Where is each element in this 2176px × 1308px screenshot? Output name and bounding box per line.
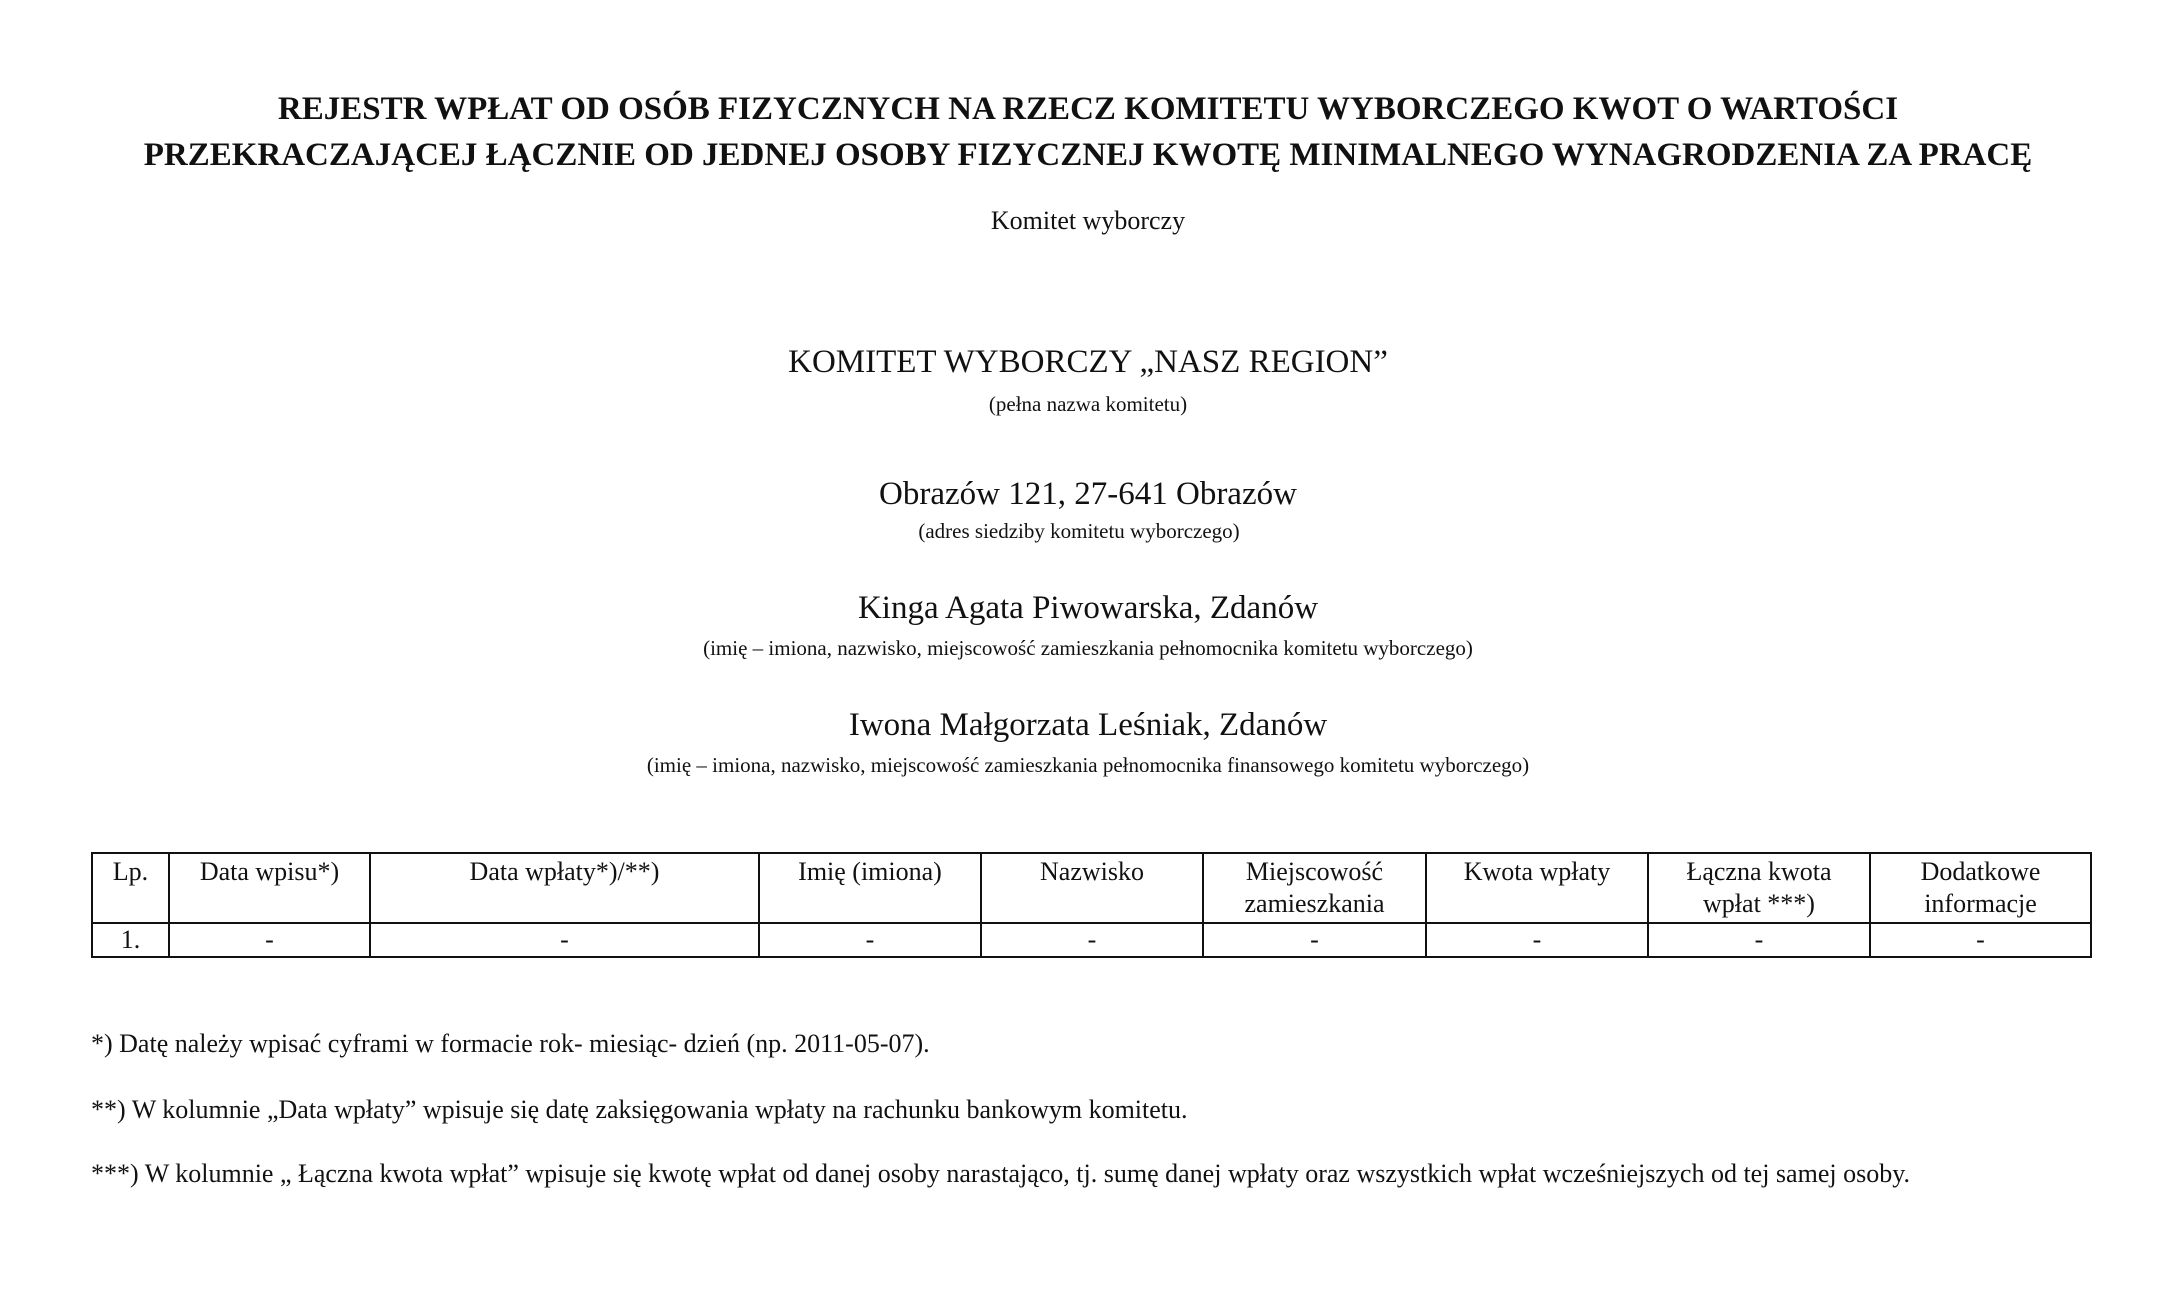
table-row [92, 923, 2091, 957]
header-additional-line2: informacje [1924, 889, 2037, 918]
committee-address: Obrazów 121, 27-641 Obrazów [879, 476, 1297, 512]
agent-name: Kinga Agata Piwowarska, Zdanów [857, 590, 1319, 626]
footnote-2: **) W kolumnie „Data wpłaty” wpisuje się datę zaksięgowania wpłaty na rachunku bankowym komitetu. [91, 1095, 1188, 1124]
financial-agent-name: Iwona Małgorzata Leśniak, Zdanów [848, 707, 1328, 743]
header-last-name: Nazwisko [981, 853, 1203, 923]
footnote-1: *) Datę należy wpisać cyframi w formacie rok- miesiąc- dzień (np. 2011-05-07). [91, 1029, 930, 1058]
header-additional [1870, 853, 2091, 923]
header-locality-line1: Miejscowość [1245, 857, 1384, 886]
header-locality [1203, 853, 1426, 923]
cell-entry-date: - [169, 923, 370, 957]
financial-agent-caption: (imię – imiona, nazwisko, miejscowość zamieszkania pełnomocnika finansowego komitetu wyborczego) [646, 753, 1530, 777]
title-line-2: PRZEKRACZAJĄCEJ ŁĄCZNIE OD JEDNEJ OSOBY FIZYCZNEJ KWOTĘ MINIMALNEGO WYNAGRODZENIA ZA PRACĘ [143, 137, 2033, 173]
agent-caption: (imię – imiona, nazwisko, miejscowość zamieszkania pełnomocnika komitetu wyborczego) [703, 636, 1473, 660]
cell-total: - [1648, 923, 1870, 957]
cell-lp: 1. [92, 923, 169, 957]
cell-first-name: - [759, 923, 981, 957]
header-entry-date: Data wpisu*) [169, 853, 370, 923]
committee-label: Komitet wyborczy [990, 206, 1186, 235]
committee-name-caption: (pełna nazwa komitetu) [988, 392, 1188, 416]
payments-register-table [91, 852, 2092, 958]
cell-payment-date: - [370, 923, 759, 957]
cell-last-name: - [981, 923, 1203, 957]
cell-amount: - [1426, 923, 1648, 957]
header-locality-line2: zamieszkania [1244, 889, 1385, 918]
committee-address-caption: (adres siedziby komitetu wyborczego) [918, 519, 1240, 543]
header-first-name: Imię (imiona) [759, 853, 981, 923]
document-title [0, 86, 2176, 178]
header-total [1648, 853, 1870, 923]
header-additional-line1: Dodatkowe [1920, 857, 2041, 886]
title-line-1: REJESTR WPŁAT OD OSÓB FIZYCZNYCH NA RZECZ KOMITETU WYBORCZEGO KWOT O WARTOŚCI [277, 91, 1899, 127]
header-total-line2: wpłat ***) [1703, 889, 1815, 918]
table-header-row [92, 853, 2091, 923]
header-payment-date: Data wpłaty*)/**) [370, 853, 759, 923]
committee-name: KOMITET WYBORCZY „NASZ REGION” [788, 344, 1388, 380]
footnote-3: ***) W kolumnie „ Łączna kwota wpłat” wpisuje się kwotę wpłat od danej osoby narastająco, tj. sumę danej wpłaty oraz wszystkich wpłat wcześniejszych od tej samej osoby. [91, 1159, 1911, 1188]
cell-additional: - [1870, 923, 2091, 957]
header-amount: Kwota wpłaty [1426, 853, 1648, 923]
header-lp: Lp. [92, 853, 169, 923]
header-total-line1: Łączna kwota [1686, 857, 1832, 886]
cell-locality: - [1203, 923, 1426, 957]
